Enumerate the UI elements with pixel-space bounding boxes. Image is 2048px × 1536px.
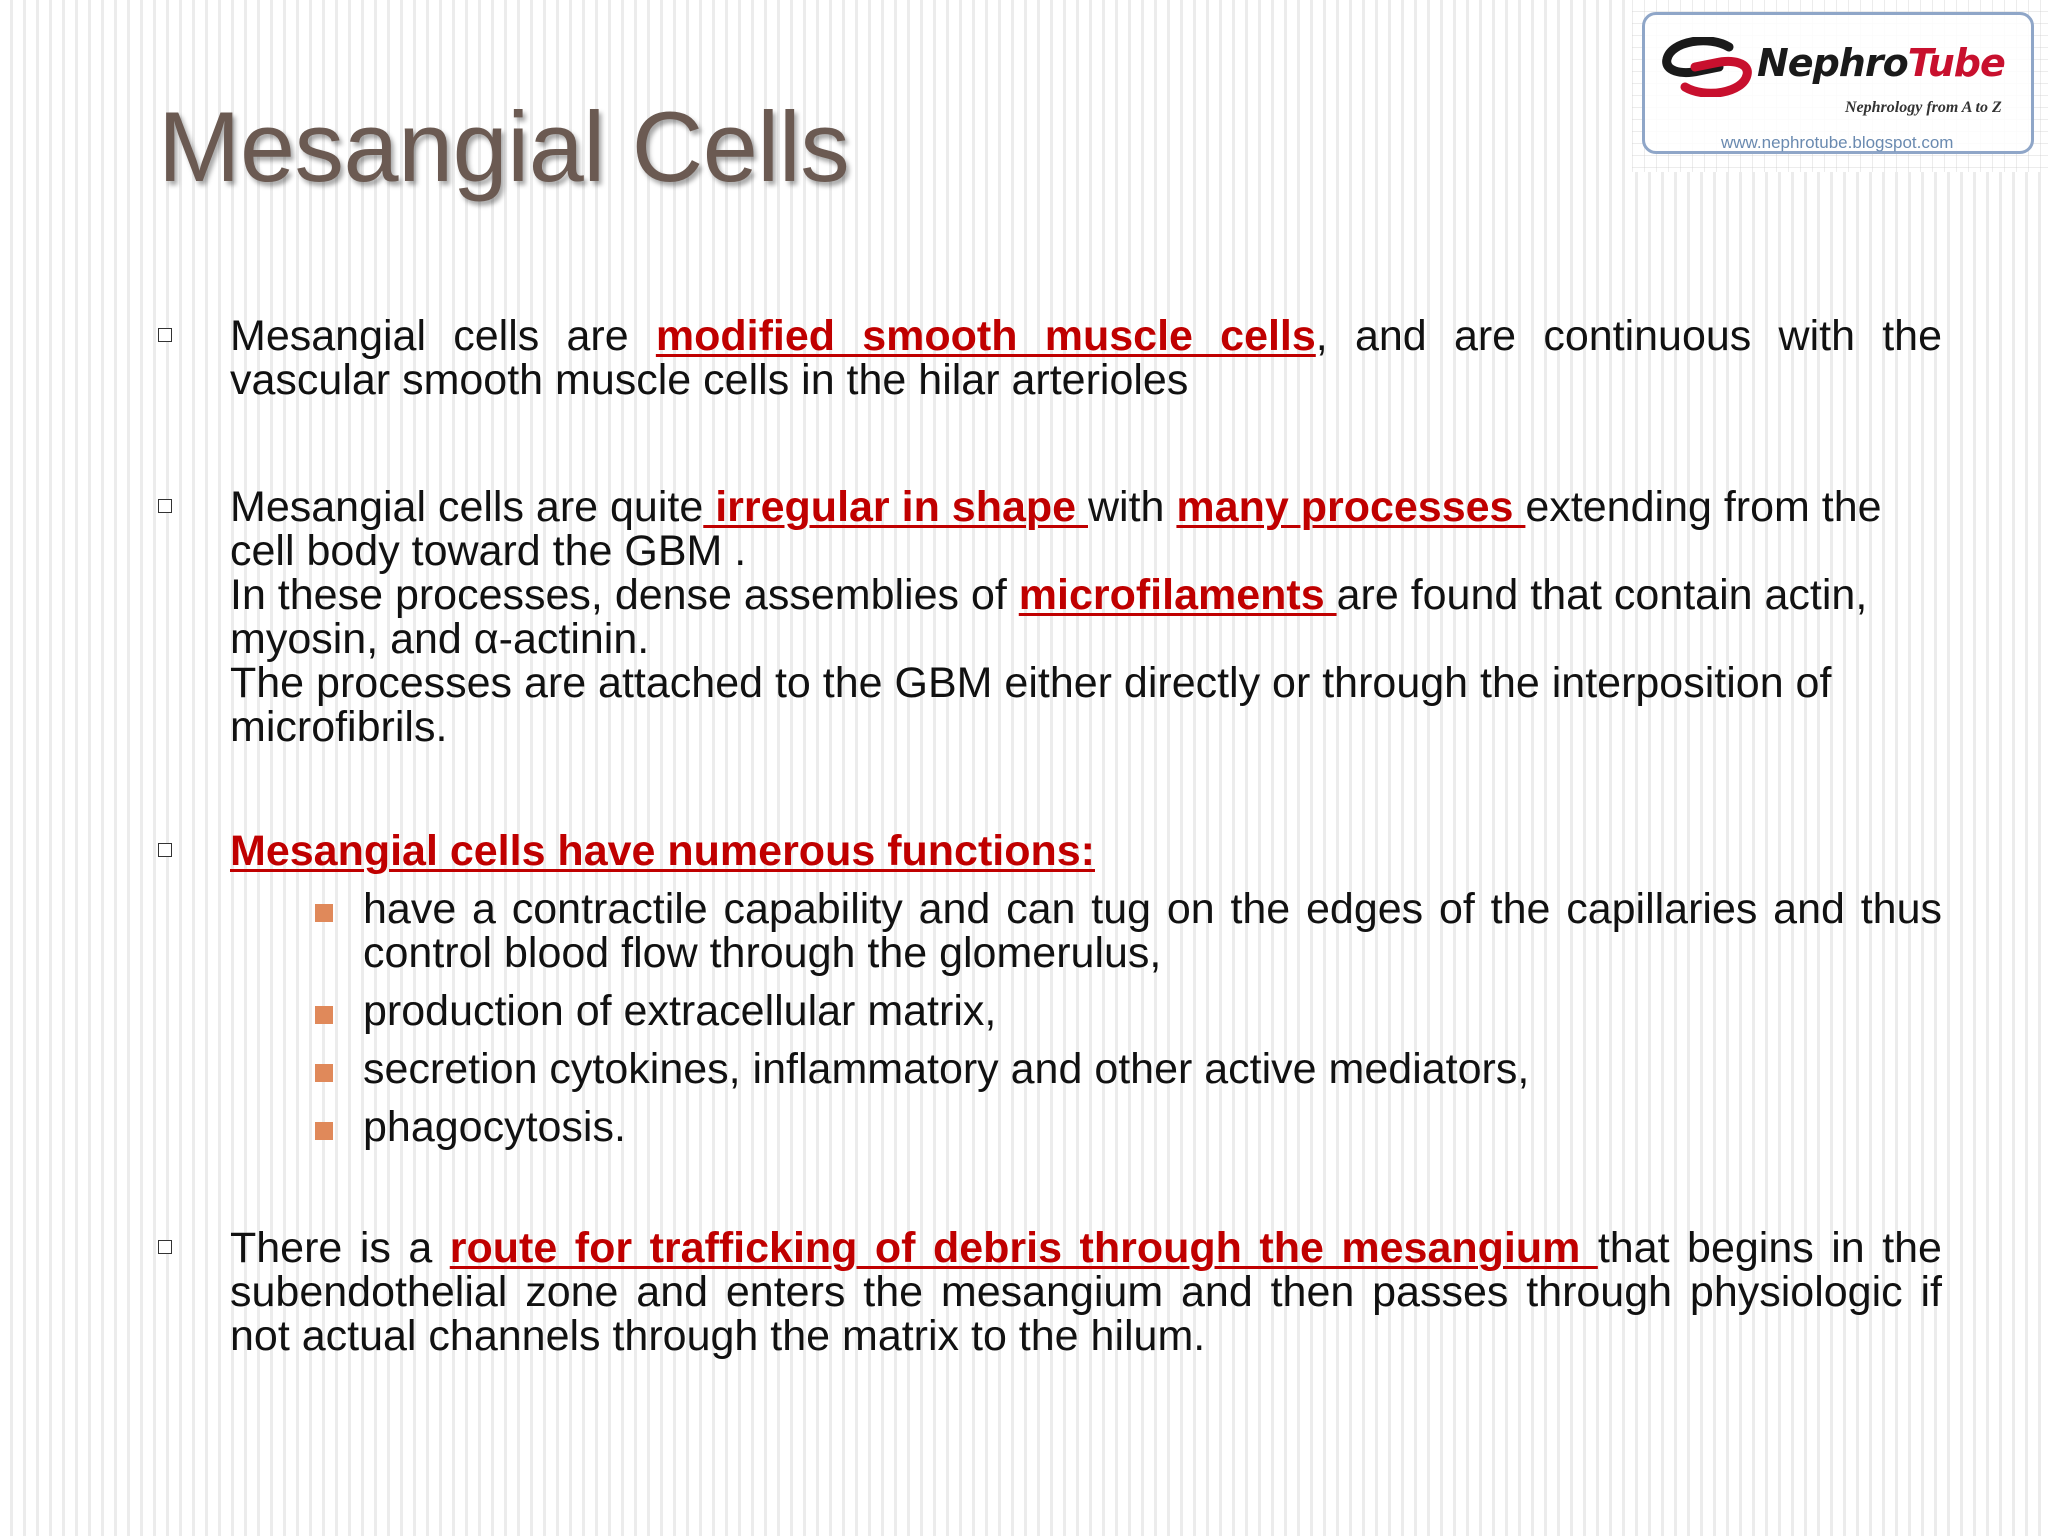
bullet-2-highlight-2: many processes [1176,483,1526,531]
functions-list [363,887,1942,1149]
function-item-3 [363,1047,1942,1091]
nephrotube-logo-icon [1659,37,1755,97]
square-bullet-icon [158,843,172,857]
function-item-2 [363,989,1942,1033]
bullet-item-2 [230,485,1942,749]
bullet-2-highlight-3: microfilaments [1018,571,1337,619]
logo-name-part1: Nephro [1757,41,1908,85]
function-text: secretion cytokines, inflammatory and other active mediators, [363,1045,1530,1093]
bullet-1-text-1: Mesangial cells are [230,312,656,360]
bullet-2-paragraph-2 [230,573,1942,661]
logo-name [1757,41,2005,85]
bullet-2-paragraph-3: The processes are attached to the GBM either directly or through the interposition of microfibrils. [230,659,1832,751]
function-text: phagocytosis. [363,1103,626,1151]
bullet-2-text-3: extending from the cell body toward the GBM . [230,483,1882,575]
bullet-item-3 [230,829,1942,873]
slide-title: Mesangial Cells [158,91,850,202]
bullet-2-text-5: are found that contain actin, myosin, and α-actinin. [230,571,1868,663]
function-item-4 [363,1105,1942,1149]
functions-heading: Mesangial cells have numerous functions: [230,827,1095,875]
bullet-2-paragraph-1 [230,485,1942,573]
bullet-2-text-4: In these processes, dense assemblies of [230,571,1019,619]
bullet-1-highlight: modified smooth muscle cells [655,312,1316,360]
function-item-1 [363,887,1942,975]
logo-name-part2: Tube [1907,41,2005,85]
function-text: have a contractile capability and can tug on the edges of the capillaries and thus control blood flow through the glomerulus, [363,885,1942,977]
function-text: production of extracellular matrix, [363,987,997,1035]
square-sub-bullet-icon [315,1006,333,1024]
bullet-item-1 [230,314,1942,402]
logo-url: www.nephrotube.blogspot.com [1721,133,1954,152]
logo-tagline: Nephrology from A to Z [1845,99,2002,116]
bullet-2-highlight-1: irregular in shape [703,483,1088,531]
square-bullet-icon [158,499,172,513]
bullet-4-highlight: route for trafficking of debris through the mesangium [449,1224,1598,1272]
bullet-4-text-2: that begins in the subendothelial zone and enters the mesangium and then passes through physiologic if not actual channels through the matrix to the hilum. [230,1224,1942,1360]
square-sub-bullet-icon [315,1064,333,1082]
bullet-2-text-2: with [1088,483,1177,531]
square-bullet-icon [158,1240,172,1254]
square-sub-bullet-icon [315,1122,333,1140]
square-bullet-icon [158,328,172,342]
square-sub-bullet-icon [315,904,333,922]
nephrotube-logo [1642,12,2034,154]
bullet-1-text-2: , and are continuous with the vascular smooth muscle cells in the hilar arterioles [230,312,1942,404]
bullet-item-4 [230,1226,1942,1358]
bullet-4-text-1: There is a [230,1224,450,1272]
bullet-2-text-1: Mesangial cells are quite [230,483,704,531]
